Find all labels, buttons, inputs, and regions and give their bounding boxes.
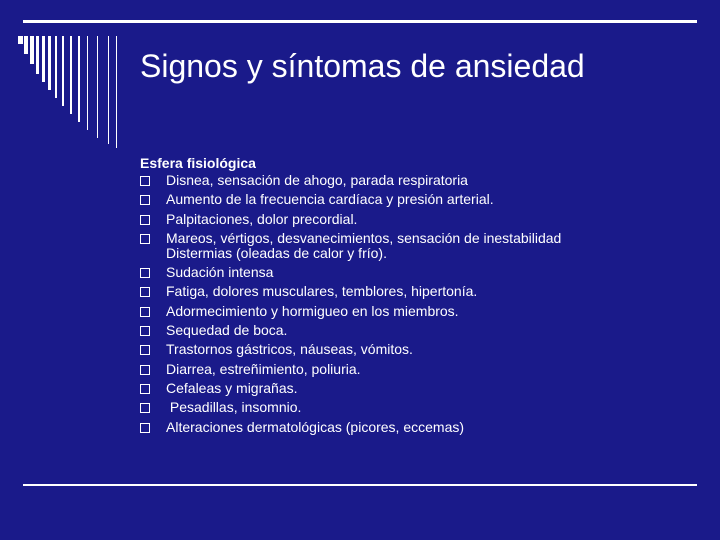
hollow-square-bullet-icon — [140, 268, 150, 278]
list-item — [140, 304, 700, 319]
hollow-square-bullet-icon — [140, 195, 150, 205]
list-item — [140, 400, 700, 415]
hollow-square-bullet-icon — [140, 287, 150, 297]
hollow-square-bullet-icon — [140, 307, 150, 317]
list-item-text: Trastornos gástricos, náuseas, vómitos. — [166, 341, 413, 358]
list-item-text: Alteraciones dermatológicas (picores, eccemas) — [166, 418, 465, 435]
list-item — [140, 212, 700, 227]
list-item — [140, 362, 700, 377]
bottom-divider-line — [23, 484, 697, 486]
list-item — [140, 173, 700, 188]
list-item-text: Mareos, vértigos, desvanecimientos, sensación de inestabilidad Distermias (oleadas de calor y frío). — [166, 229, 562, 261]
hollow-square-bullet-icon — [140, 234, 150, 244]
list-item — [140, 265, 700, 280]
hollow-square-bullet-icon — [140, 423, 150, 433]
slide-title: Signos y síntomas de ansiedad — [140, 48, 585, 84]
top-divider-line — [23, 20, 697, 23]
list-item-text: Disnea, sensación de ahogo, parada respiratoria — [166, 172, 468, 188]
list-item — [140, 284, 700, 299]
hollow-square-bullet-icon — [140, 326, 150, 336]
list-item-text: Pesadillas, insomnio. — [166, 399, 302, 416]
list-item-text: Cefaleas y migrañas. — [166, 379, 298, 396]
hollow-square-bullet-icon — [140, 215, 150, 225]
list-item — [140, 342, 700, 357]
list-item-text: Sudación intensa — [166, 264, 274, 281]
decorative-vertical-stripes — [18, 36, 118, 148]
list-item-text: Diarrea, estreñimiento, poliuria. — [166, 360, 361, 377]
hollow-square-bullet-icon — [140, 403, 150, 413]
hollow-square-bullet-icon — [140, 176, 150, 186]
list-item-text: Fatiga, dolores musculares, temblores, hipertonía. — [166, 283, 478, 300]
hollow-square-bullet-icon — [140, 345, 150, 355]
list-item — [140, 231, 700, 261]
list-item — [140, 420, 700, 435]
list-item-text: Sequedad de boca. — [166, 322, 288, 339]
section-heading: Esfera fisiológica — [140, 155, 256, 171]
list-item — [140, 381, 700, 396]
hollow-square-bullet-icon — [140, 365, 150, 375]
slide-body — [140, 154, 700, 439]
list-item — [140, 192, 700, 207]
symptom-list — [140, 173, 700, 435]
list-item-text: Aumento de la frecuencia cardíaca y presión arterial. — [166, 191, 494, 208]
list-item — [140, 323, 700, 338]
hollow-square-bullet-icon — [140, 384, 150, 394]
list-item-text: Adormecimiento y hormigueo en los miembros. — [166, 302, 459, 319]
list-item-text: Palpitaciones, dolor precordial. — [166, 210, 358, 227]
